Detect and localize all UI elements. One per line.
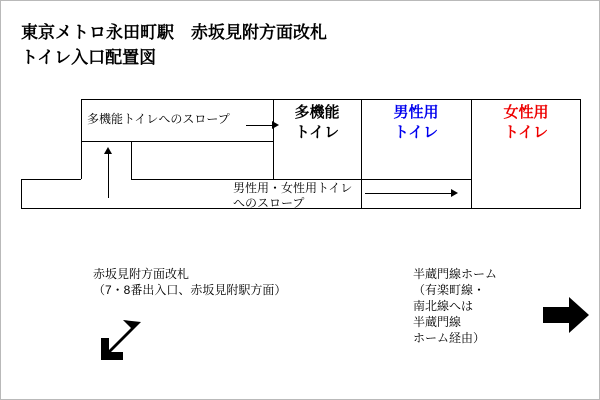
slope-to-multipurpose-label: 多機能トイレへのスロープ [87,112,230,126]
plan-wall-left-step [21,179,81,180]
corridor-arrow-shaft-left [108,153,109,198]
caption-ticket-gate-line1: 赤坂見附方面改札 [93,267,190,281]
caption-hanzomon-line4: 半蔵門線 [413,315,462,329]
corridor-arrow-head-left [104,147,112,154]
plan-wall-corridor-left [131,141,132,179]
room-multipurpose-toilet [273,103,361,143]
floor-plan [1,1,600,241]
arrow-down-left-icon [93,316,145,368]
plan-wall-slope-left [81,99,82,179]
plan-wall-corridor-top [131,179,361,180]
arrow-right-icon [543,293,591,337]
caption-ticket-gate [93,266,286,298]
caption-hanzomon-line3: 南北線へは [413,299,474,313]
page-title-line2: トイレ入口配置図 [21,48,157,67]
plan-wall-top [81,99,581,100]
caption-hanzomon-line1: 半蔵門線ホーム [413,267,498,281]
caption-hanzomon-line2: （有楽町線・ [413,283,486,297]
room-womens-line2: トイレ [503,124,549,141]
room-mens-toilet [361,103,471,143]
plan-wall-divider-1b [361,179,362,208]
slope-mens-womens-arrow-head [451,189,458,197]
room-multipurpose-line2: トイレ [294,124,340,141]
caption-ticket-gate-line2: （7・8番出入口、赤坂見附駅方面） [93,283,287,297]
room-multipurpose-line1: 多機能 [294,104,340,121]
plan-wall-slope-bottom [81,141,273,142]
plan-wall-mens-bottom [361,179,471,180]
slope-mens-womens-arrow-shaft [365,193,453,194]
slope-to-mens-womens-label-line2: へのスロープ [233,196,305,210]
room-mens-line2: トイレ [393,124,439,141]
page-title-line1: 東京メトロ永田町駅 赤坂見附方面改札 [21,23,327,42]
room-womens-toilet [471,103,581,143]
caption-hanzomon-line5: ホーム経由） [413,331,486,345]
caption-hanzomon-platform [413,266,497,346]
room-womens-line1: 女性用 [503,104,549,121]
plan-wall-left [21,179,22,209]
slope-multipurpose-arrow-shaft [246,125,274,126]
room-mens-line1: 男性用 [393,104,439,121]
slope-to-mens-womens-label-line1: 男性用・女性用トイレ [233,181,353,195]
plan-wall-multipurpose-left [273,141,274,179]
